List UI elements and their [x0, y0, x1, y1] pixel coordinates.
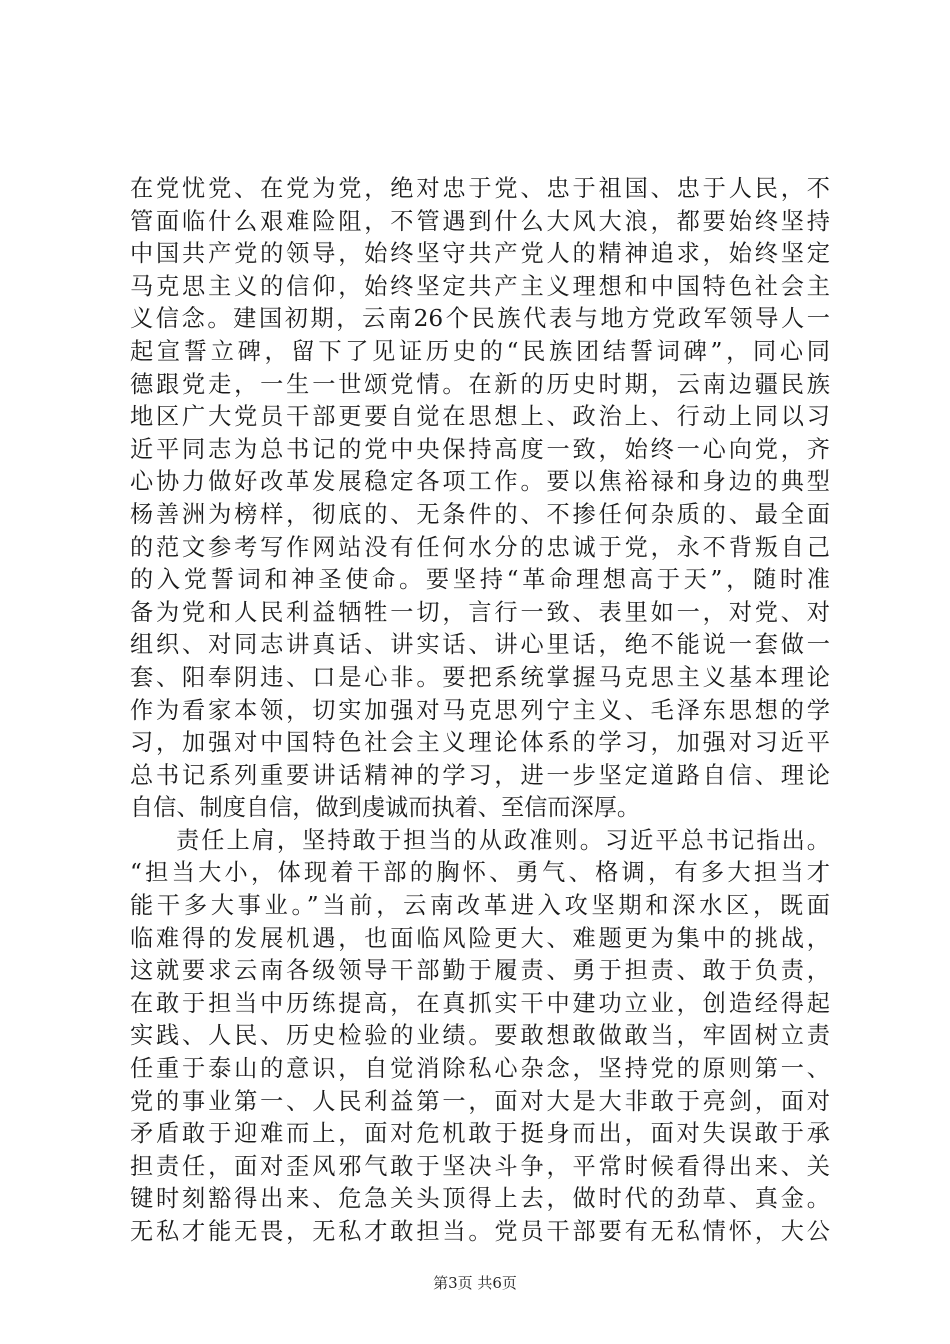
text-line: 近平同志为总书记的党中央保持高度一致，始终一心向党，齐 [130, 435, 830, 463]
text-line: 能干多大事业。”当前，云南改革进入攻坚期和深水区，既面 [130, 892, 830, 920]
text-line: 管面临什么艰难险阻，不管遇到什么大风大浪，都要始终坚持 [130, 207, 830, 235]
body-text [130, 173, 830, 1249]
text-line: 党的事业第一、人民利益第一，面对大是大非敢于亮剑，面对 [130, 1087, 830, 1115]
text-line: 任重于泰山的意识，自觉消除私心杂念，坚持党的原则第一、 [130, 1055, 830, 1083]
text-line: “担当大小，体现着干部的胸怀、勇气、格调，有多大担当才 [130, 859, 830, 887]
text-line: 键时刻豁得出来、危急关头顶得上去，做时代的劲草、真金。 [130, 1185, 830, 1213]
text-line: 无私才能无畏，无私才敢担当。党员干部要有无私情怀，大公 [130, 1218, 830, 1245]
paragraph [130, 173, 830, 825]
text-line: 自信、制度自信，做到虔诚而执着、至信而深厚。 [130, 794, 641, 822]
text-line: 起宣誓立碑，留下了见证历史的“民族团结誓词碑”，同心同 [130, 337, 830, 365]
text-line: 的入党誓词和神圣使命。要坚持“革命理想高于天”，随时准 [130, 566, 830, 594]
text-line: 德跟党走，一生一世颂党情。在新的历史时期，云南边疆民族 [130, 370, 830, 398]
text-line: 义信念。建国初期，云南26个民族代表与地方党政军领导人一 [130, 305, 830, 333]
text-line: 责任上肩，坚持敢于担当的从政准则。习近平总书记指出。 [176, 826, 830, 854]
text-line: 杨善洲为榜样，彻底的、无条件的、不掺任何杂质的、最全面 [130, 500, 830, 528]
text-line: 实践、人民、历史检验的业绩。要敢想敢做敢当，牢固树立责 [130, 1022, 830, 1050]
text-line: 习，加强对中国特色社会主义理论体系的学习，加强对习近平 [130, 729, 830, 757]
text-line: 作为看家本领，切实加强对马克思列宁主义、毛泽东思想的学 [130, 696, 830, 724]
text-line: 地区广大党员干部更要自觉在思想上、政治上、行动上同以习 [130, 403, 830, 431]
text-line: 中国共产党的领导，始终坚守共产党人的精神追求，始终坚定 [130, 240, 830, 268]
text-line: 备为党和人民利益牺牲一切，言行一致、表里如一，对党、对 [130, 598, 830, 626]
text-line: 在敢于担当中历练提高，在真抓实干中建功立业，创造经得起 [130, 989, 830, 1017]
text-line: 套、阳奉阴违、口是心非。要把系统掌握马克思主义基本理论 [130, 663, 830, 691]
text-line: 组织、对同志讲真话、讲实话、讲心里话，绝不能说一套做一 [130, 631, 830, 659]
text-line: 心协力做好改革发展稳定各项工作。要以焦裕禄和身边的典型 [130, 468, 830, 496]
text-line: 马克思主义的信仰，始终坚定共产主义理想和中国特色社会主 [130, 272, 830, 300]
text-line: 在党忧党、在党为党，绝对忠于党、忠于祖国、忠于人民，不 [130, 175, 830, 202]
paragraph [130, 825, 830, 1249]
text-line: 担责任，面对歪风邪气敢于坚决斗争，平常时候看得出来、关 [130, 1152, 830, 1180]
text-line: 的范文参考写作网站没有任何水分的忠诚于党，永不背叛自己 [130, 533, 830, 561]
text-line: 矛盾敢于迎难而上，面对危机敢于挺身而出，面对失误敢于承 [130, 1120, 830, 1148]
text-line: 临难得的发展机遇，也面临风险更大、难题更为集中的挑战， [130, 924, 830, 952]
text-line: 这就要求云南各级领导干部勤于履责、勇于担责、敢于负责， [130, 957, 830, 985]
text-line: 总书记系列重要讲话精神的学习，进一步坚定道路自信、理论 [130, 761, 830, 789]
page-footer: 第3页 共6页 [433, 1274, 517, 1292]
